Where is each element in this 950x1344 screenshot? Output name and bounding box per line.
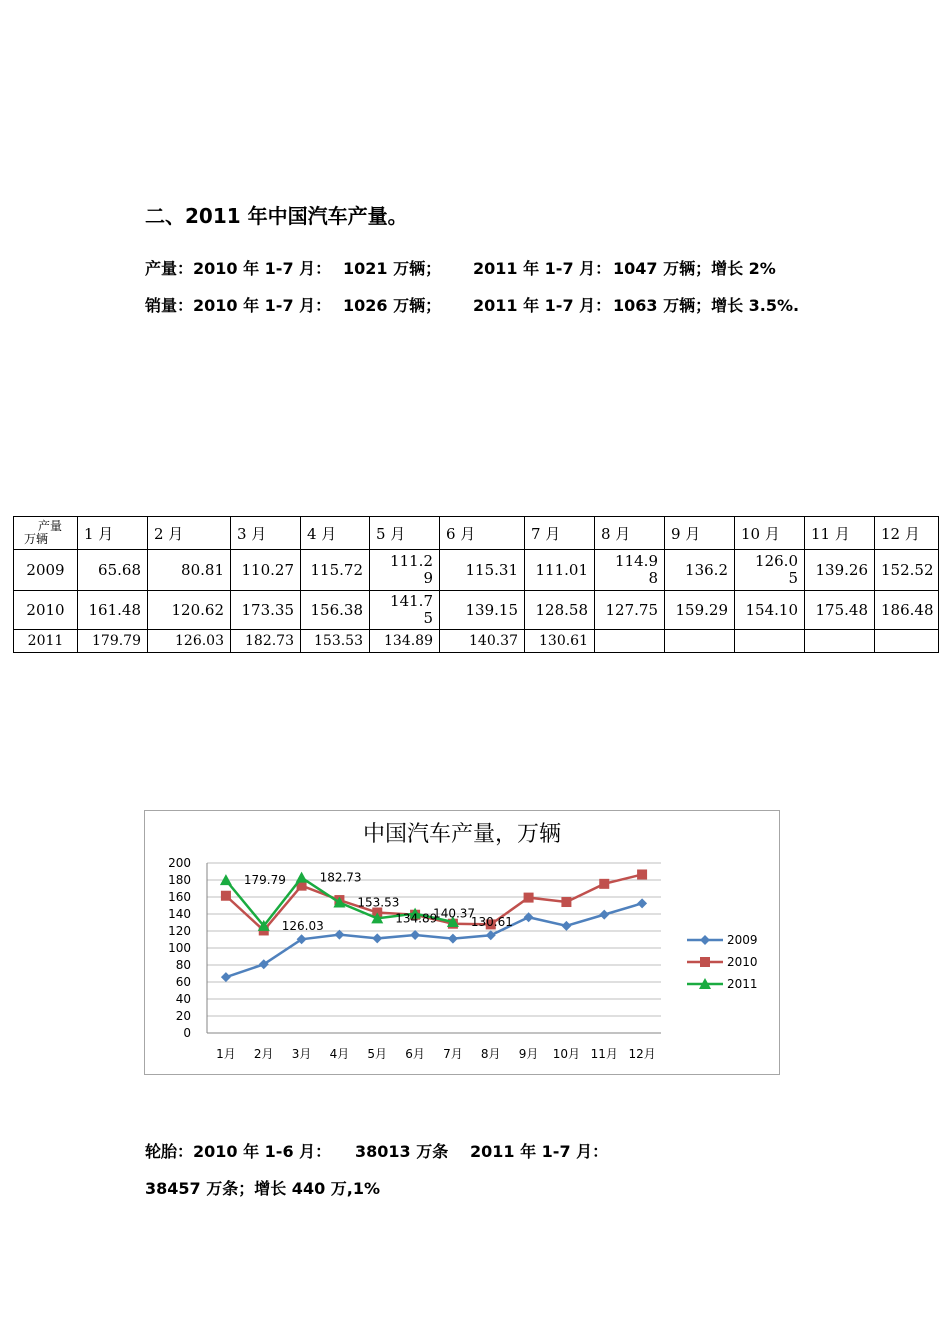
data-point-2009 [486,930,496,940]
legend-marker-2010 [700,957,710,967]
table-cell: 115.72 [301,550,370,591]
table-cell: 134.89 [370,630,440,653]
data-point-2010 [221,891,231,901]
y-tick-label: 200 [168,856,191,870]
table-cell: 110.27 [231,550,301,591]
table-cell: 130.61 [525,630,595,653]
month-header: 2 月 [148,517,231,550]
y-tick-label: 180 [168,873,191,887]
table-cell [595,630,665,653]
table-cell: 156.38 [301,591,370,630]
chart-title: 中国汽车产量，万辆 [362,822,562,847]
x-tick-label: 9月 [518,1047,539,1061]
tire-2011: 38457 万条；增长 440 万,1% [145,1179,381,1198]
production-2011-label: 2011 年 1-7 月： [473,259,612,278]
table-header-row [14,517,939,550]
legend-label: 2010 [727,955,758,969]
data-label: 140.37 [433,906,476,921]
table-corner [14,517,78,550]
production-2010: 1021 万辆； [343,259,442,278]
x-tick-label: 4月 [329,1047,350,1061]
month-header: 7 月 [525,517,595,550]
table-cell [665,630,735,653]
month-header: 10 月 [735,517,805,550]
table-row [14,591,939,630]
y-tick-label: 160 [168,890,191,904]
data-point-2009 [599,910,609,920]
production-table [13,516,939,653]
sales-2011-label: 2011 年 1-7 月： [473,296,612,315]
y-tick-label: 100 [168,941,191,955]
data-label: 182.73 [319,870,362,885]
x-tick-label: 1月 [216,1047,236,1061]
table-cell: 120.62 [148,591,231,630]
legend-marker-2009 [700,935,710,945]
corner-bottom: 万辆 [24,532,49,546]
x-tick-label: 2月 [253,1047,274,1061]
sales-2010: 1026 万辆； [343,296,442,315]
table-cell: 114.9 8 [595,550,665,591]
y-tick-label: 0 [183,1026,191,1040]
x-tick-label: 8月 [480,1047,501,1061]
table-cell: 159.29 [665,591,735,630]
month-header: 12 月 [875,517,939,550]
data-label: 179.79 [243,873,286,888]
table-cell: 127.75 [595,591,665,630]
month-header: 5 月 [370,517,440,550]
y-tick-label: 80 [175,958,191,972]
row-year: 2010 [14,591,78,630]
data-label: 134.89 [395,911,438,926]
y-tick-label: 20 [175,1009,191,1023]
corner-top: 产量 [38,519,63,533]
production-label: 产量：2010 年 1-7 月： [145,259,332,278]
chart-svg [145,811,779,1074]
month-header: 3 月 [231,517,301,550]
table-cell: 141.7 5 [370,591,440,630]
table-cell: 111.2 9 [370,550,440,591]
tire-line [145,1133,825,1207]
production-chart [144,810,780,1075]
data-point-2010 [637,869,647,879]
table-cell: 126.0 5 [735,550,805,591]
table-cell: 126.03 [148,630,231,653]
table-cell: 152.52 [875,550,939,591]
table-cell: 65.68 [78,550,148,591]
tire-label: 轮胎：2010 年 1-6 月： [145,1142,332,1161]
month-header: 9 月 [665,517,735,550]
data-point-2009 [637,898,647,908]
table-cell: 173.35 [231,591,301,630]
table-cell: 139.26 [805,550,875,591]
x-tick-label: 3月 [291,1047,312,1061]
section-heading: 二、2011 年中国汽车产量。 [145,204,408,228]
table-cell: 115.31 [440,550,525,591]
table-cell: 140.37 [440,630,525,653]
data-point-2009 [448,934,458,944]
data-point-2009 [221,972,231,982]
tire-2011-label: 2011 年 1-7 月： [470,1142,609,1161]
table-cell [805,630,875,653]
production-2011: 1047 万辆；增长 2% [613,259,776,278]
legend-label: 2011 [727,977,758,991]
y-tick-label: 40 [175,992,191,1006]
row-year: 2009 [14,550,78,591]
month-header: 11 月 [805,517,875,550]
table-cell: 111.01 [525,550,595,591]
x-tick-label: 12月 [628,1047,656,1061]
table-cell: 182.73 [231,630,301,653]
data-point-2011 [296,872,308,883]
table-row [14,630,939,653]
data-label: 126.03 [281,918,324,933]
row-year: 2011 [14,630,78,653]
table-cell: 154.10 [735,591,805,630]
data-point-2010 [599,879,609,889]
data-label: 153.53 [357,895,400,910]
table-cell: 161.48 [78,591,148,630]
x-tick-label: 7月 [443,1047,463,1061]
y-tick-label: 140 [168,907,191,921]
table-cell [735,630,805,653]
table-cell [875,630,939,653]
table-cell: 139.15 [440,591,525,630]
x-tick-label: 6月 [405,1047,425,1061]
data-label: 130.61 [470,914,513,929]
sales-label: 销量：2010 年 1-7 月： [145,296,332,315]
table-cell: 153.53 [301,630,370,653]
x-tick-label: 11月 [590,1047,618,1061]
data-point-2009 [561,921,571,931]
table-cell: 136.2 [665,550,735,591]
tire-2010: 38013 万条 [355,1142,449,1161]
month-header: 6 月 [440,517,525,550]
sales-2011: 1063 万辆；增长 3.5%. [613,296,800,315]
legend-label: 2009 [727,933,758,947]
production-line [145,256,776,279]
month-header: 4 月 [301,517,370,550]
data-point-2009 [372,933,382,943]
data-point-2010 [524,893,534,903]
table-cell: 80.81 [148,550,231,591]
table-cell: 179.79 [78,630,148,653]
table-cell: 128.58 [525,591,595,630]
month-header: 1 月 [78,517,148,550]
table-cell: 175.48 [805,591,875,630]
y-tick-label: 60 [175,975,191,989]
sales-line [145,293,799,316]
table-cell: 186.48 [875,591,939,630]
y-tick-label: 120 [168,924,191,938]
table-row [14,550,939,591]
x-tick-label: 10月 [552,1047,581,1061]
x-tick-label: 5月 [367,1047,388,1061]
data-point-2010 [561,897,571,907]
month-header: 8 月 [595,517,665,550]
